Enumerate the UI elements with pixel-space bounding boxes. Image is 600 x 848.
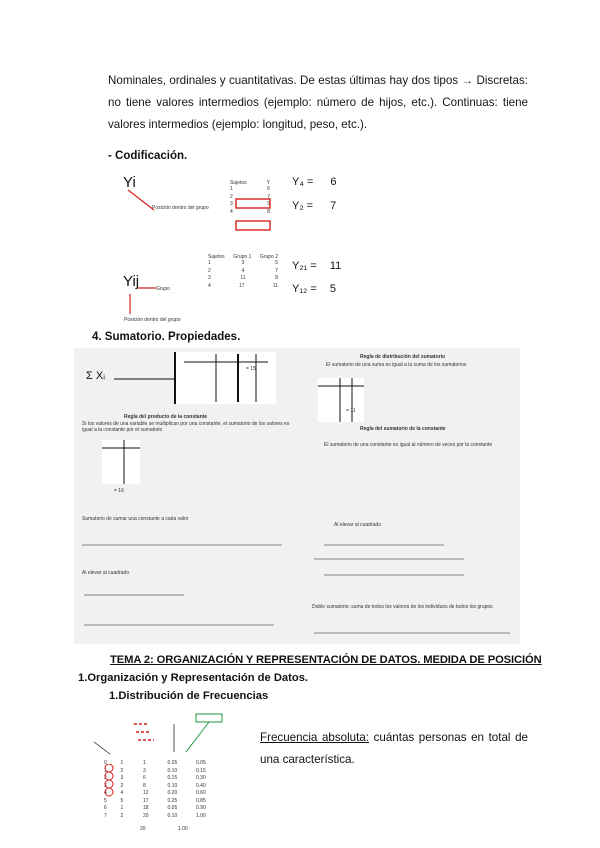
table-cell: 11 (240, 275, 246, 281)
table-cell: 0 (104, 760, 107, 766)
table-cell: 20 (143, 812, 149, 819)
sum-table-2-grid (102, 440, 140, 484)
yij-label: Yij (123, 273, 140, 290)
eq-y4-label: Y₄ = (292, 176, 314, 188)
table-cell: 7 (267, 193, 270, 200)
freq-annotations (74, 712, 254, 758)
table-cell: 1 (230, 186, 233, 192)
freq-term: Frecuencia absoluta: (260, 731, 369, 744)
table-cell: 11 (272, 282, 278, 289)
table-cell: 4 (104, 790, 107, 796)
table-cell: 5 (275, 260, 278, 266)
formula-line-1 (82, 544, 282, 546)
table-cell: 0.10 (167, 782, 178, 789)
table-cell: 4 (208, 282, 211, 289)
table-row (104, 790, 224, 798)
table2-header-1: Grupo 1 (233, 254, 252, 260)
yi-label: Yi (123, 174, 136, 191)
regla-dist-title: Regla de distribución del sumatorio (360, 354, 446, 360)
eq-y4 (292, 176, 337, 188)
table-cell: 0.10 (167, 767, 178, 774)
table-cell: 4 (120, 790, 124, 796)
freq-definition (260, 727, 528, 771)
table-cell: 0.25 (167, 797, 178, 804)
regla-prod-text: Si los valores de una variable se multiplican por una constante, el sumatorio de los valores es igual a la constante por el sumatorio (82, 421, 290, 433)
table-cell: 2 (120, 782, 124, 789)
codificacion-table-2 (208, 254, 278, 290)
table-cell: 3 (104, 782, 107, 789)
table-cell: 12 (143, 790, 149, 796)
eq-y4-value: 6 (330, 176, 337, 188)
sum-table-1-grid (176, 352, 276, 404)
table-row (104, 805, 224, 813)
table-cell: 0.10 (167, 812, 178, 819)
table-cell: 2 (104, 775, 107, 781)
intro-paragraph: Nominales, ordinales y cuantitativas. De estas últimas hay dos tipos → Discretas: no tiene valores intermedios (ejemplo: número de hijos, etc.). Continuas: tiene valores intermedios (ejemplo: longitud, peso, etc.). (108, 74, 528, 131)
table-row (104, 798, 224, 806)
table-cell: 18 (143, 805, 149, 811)
freq-figure (74, 712, 254, 836)
table-row (208, 260, 278, 268)
table-row (104, 760, 224, 768)
table-cell: 0.15 (167, 775, 178, 781)
eq-y2-value: 7 (330, 200, 337, 212)
table-cell: 4 (241, 267, 245, 274)
freq-text: cuántas personas en total de una característica. (260, 731, 528, 766)
eq-y12-value: 5 (329, 283, 336, 295)
table-row (104, 783, 224, 791)
eq-y2-label: Y₂ = (292, 200, 314, 212)
sum-val-1: = 15 (246, 366, 256, 372)
eq-y21-value: 11 (329, 260, 342, 272)
table-row (208, 275, 278, 283)
sumatorio-heading: 4. Sumatorio. Propiedades. (92, 331, 241, 343)
sumatorio-collage (74, 348, 520, 644)
sum-table-2 (102, 440, 140, 484)
yij-caption: Posición dentro del grupo (124, 317, 181, 323)
table-cell: 3 (143, 767, 146, 774)
table-row (208, 283, 278, 291)
table-cell: 0.30 (196, 775, 206, 781)
table-cell: 6 (143, 775, 146, 781)
eq-y12-label: Y₁₂ = (292, 283, 317, 295)
regla-prod-title: Regla del producto de la constante (124, 414, 208, 420)
formula-line-3 (314, 558, 464, 560)
table-row (104, 768, 224, 776)
table-row (230, 186, 270, 194)
const-add-text: Sumatorio de sumar una constante a cada valor (82, 516, 189, 522)
tema2-title: TEMA 2: ORGANIZACIÓN Y REPRESENTACIÓN DE DATOS. MEDIDA DE POSICIÓN (110, 654, 542, 666)
regla-const-title: Regla del sumatorio de la constante (360, 426, 446, 432)
regla-dist-text: El sumatorio de una suma es igual a la suma de los sumatorios (326, 362, 467, 368)
table-cell: 0.15 (196, 767, 206, 774)
table-cell: 7 (104, 812, 107, 819)
formula-line-6 (84, 624, 274, 626)
sum-table-3 (318, 378, 364, 422)
table-cell: 0.60 (196, 790, 206, 796)
sum-table-3-grid (318, 378, 364, 422)
table-cell: 5 (120, 797, 124, 804)
table-cell: 0.05 (196, 760, 206, 766)
table-cell: 8 (143, 782, 146, 789)
table-cell: 1 (208, 260, 211, 266)
table-cell: 3 (208, 275, 211, 281)
table2-rows (208, 260, 278, 290)
table-cell: 0.05 (167, 805, 178, 811)
table-cell: 7 (275, 267, 278, 274)
formula-line-5 (84, 594, 184, 596)
sum-val-3: = 11 (346, 408, 356, 414)
sum-val-2: = 16 (114, 488, 124, 494)
elevar-text-2: Al elevar al cuadrado (82, 570, 129, 576)
table-cell: 8 (275, 275, 278, 281)
table1-highlight (234, 197, 274, 233)
regla-const-text: El sumatorio de una constante es igual al número de veces por la constante (324, 442, 493, 448)
table-cell: 2 (230, 193, 233, 200)
table-cell: 17 (239, 282, 245, 289)
table-cell: 9 (267, 201, 270, 207)
table-cell: 17 (143, 797, 149, 804)
eq-y21 (292, 260, 341, 272)
tema2-subsection1: 1.Distribución de Frecuencias (109, 690, 269, 702)
sumatorio-doble-text: Doble sumatorio: suma de todos los valores de los individuos de todos los grupos (312, 604, 493, 610)
table-cell: 0.05 (167, 760, 178, 766)
table-cell: 8 (267, 208, 270, 215)
table-cell: 1.00 (196, 812, 206, 819)
freq-total-p: 1.00 (178, 826, 188, 832)
eq-y2 (292, 200, 336, 212)
table-cell: 0.40 (196, 782, 206, 789)
table-cell: 1 (143, 760, 146, 766)
table-cell: 0.85 (196, 797, 206, 804)
table2-header-2: Grupo 2 (259, 254, 278, 260)
formula-line-2 (324, 544, 444, 546)
yi-caption: Posición dentro del grupo (152, 205, 209, 211)
table-cell: 6 (267, 186, 270, 192)
table-cell: 3 (120, 775, 124, 781)
eq-y12 (292, 283, 336, 295)
formula-line-7 (314, 632, 510, 634)
codificacion-heading: - Codificación. (108, 150, 188, 162)
eq-y21-label: Y₂₁ = (292, 260, 317, 272)
freq-total-n: 20 (140, 826, 146, 832)
freq-circles (102, 764, 116, 816)
yij-group-caption: Grupo (156, 286, 170, 292)
freq-table (104, 760, 224, 820)
table-cell: 2 (120, 812, 124, 819)
table-cell: 1 (120, 805, 124, 811)
table-cell: 3 (241, 260, 245, 266)
table-cell: 2 (208, 267, 211, 274)
table-row (104, 813, 224, 821)
table-cell: 6 (104, 805, 107, 811)
table1-header-1: Y (266, 180, 270, 186)
sum-table-1 (174, 352, 276, 404)
table-row (104, 775, 224, 783)
table-cell: 4 (230, 208, 233, 215)
table-cell: 5 (104, 797, 107, 804)
table-cell: 2 (120, 767, 124, 774)
table-cell: 3 (230, 201, 233, 207)
table-cell: 0.90 (196, 805, 206, 811)
yi-arrow (120, 186, 160, 216)
table-cell: 1 (104, 767, 107, 774)
tema2-section1: 1.Organización y Representación de Datos. (78, 672, 309, 684)
table2-header-0: Sujetos (208, 254, 225, 260)
table-cell: 1 (120, 760, 124, 766)
formula-line-4 (324, 574, 464, 576)
table1-header-0: Sujetos (230, 180, 247, 186)
elevar-text: Al elevar al cuadrado (334, 522, 381, 528)
table-row (208, 268, 278, 276)
table-cell: 0.20 (167, 790, 178, 796)
sum-notation: Σ Xᵢ (86, 370, 105, 382)
